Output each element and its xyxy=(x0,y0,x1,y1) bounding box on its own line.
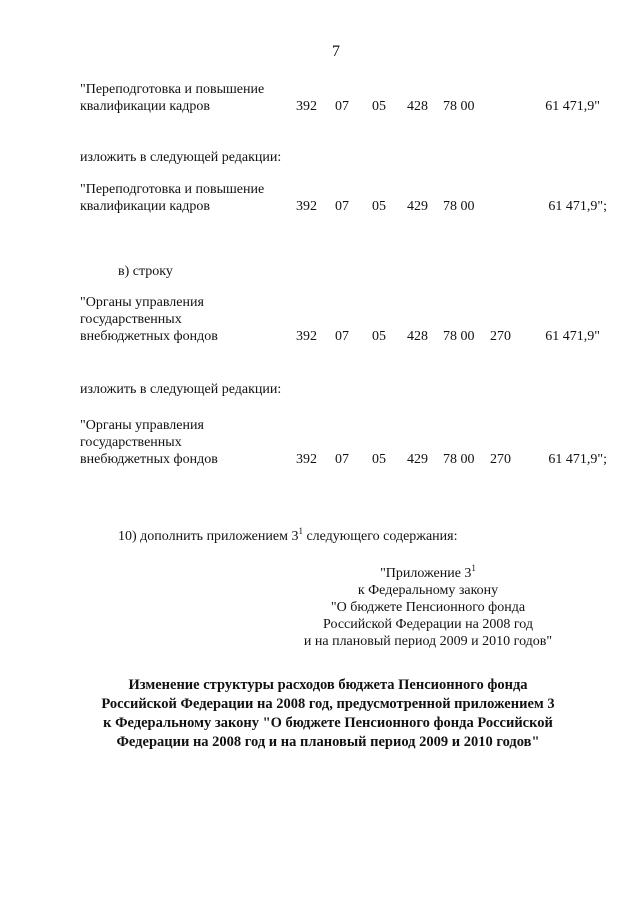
document-title xyxy=(80,676,576,752)
code-article-suffix: 78 00 xyxy=(443,452,475,467)
row-amount: 61 471,9"; xyxy=(548,199,607,214)
title-line: Изменение структуры расходов бюджета Пенсионного фонда xyxy=(128,677,528,693)
item-10-text xyxy=(118,528,458,545)
row-label-line: государственных xyxy=(80,312,182,327)
code-ministry: 392 xyxy=(296,329,317,344)
code-ministry: 392 xyxy=(296,99,317,114)
code-section: 07 xyxy=(335,329,349,344)
code-ministry: 392 xyxy=(296,199,317,214)
code-subsection: 05 xyxy=(372,99,386,114)
title-line: к Федеральному закону "О бюджете Пенсионного фонда Российской xyxy=(103,715,553,731)
code-subsection: 05 xyxy=(372,452,386,467)
page-number: 7 xyxy=(332,43,340,60)
row-label-line: "Переподготовка и повышение xyxy=(80,182,265,197)
superscript: 1 xyxy=(471,563,476,573)
row-label-line: внебюджетных фондов xyxy=(80,452,218,467)
code-article-suffix: 78 00 xyxy=(443,329,475,344)
code-section: 07 xyxy=(335,199,349,214)
appendix-title: "Приложение 3 xyxy=(380,566,472,581)
title-line: Российской Федерации на 2008 год, предусмотренной приложением 3 xyxy=(101,696,555,712)
appendix-line xyxy=(280,565,576,582)
appendix-line: Российской Федерации на 2008 год xyxy=(323,617,533,632)
code-subsection: 05 xyxy=(372,329,386,344)
row-amount: 61 471,9"; xyxy=(548,452,607,467)
code-section: 07 xyxy=(335,99,349,114)
title-line: Федерации на 2008 год и на плановый период 2009 и 2010 годов" xyxy=(116,734,540,750)
appendix-line: и на плановый период 2009 и 2010 годов" xyxy=(303,634,553,649)
row-label-line: "Органы управления xyxy=(80,418,204,433)
row-label-line: квалификации кадров xyxy=(80,99,210,114)
code-subsection: 05 xyxy=(372,199,386,214)
instruction-text: изложить в следующей редакции: xyxy=(80,382,282,397)
code-expense-type: 270 xyxy=(490,329,511,344)
code-target-article: 428 xyxy=(407,329,428,344)
item-10-after: следующего содержания: xyxy=(302,529,458,544)
instruction-text: изложить в следующей редакции: xyxy=(80,150,282,165)
row-amount: 61 471,9" xyxy=(545,329,600,344)
code-expense-type: 270 xyxy=(490,452,511,467)
row-label-line: "Органы управления xyxy=(80,295,204,310)
item-10-before: 10) дополнить приложением 3 xyxy=(118,529,299,544)
appendix-header xyxy=(280,565,576,650)
code-ministry: 392 xyxy=(296,452,317,467)
row-label-line: квалификации кадров xyxy=(80,199,210,214)
appendix-line: "О бюджете Пенсионного фонда xyxy=(330,600,526,615)
code-article-suffix: 78 00 xyxy=(443,99,475,114)
row-amount: 61 471,9" xyxy=(545,99,600,114)
code-article-suffix: 78 00 xyxy=(443,199,475,214)
row-label-line: "Переподготовка и повышение xyxy=(80,82,265,97)
appendix-line: к Федеральному закону xyxy=(357,583,499,598)
code-target-article: 429 xyxy=(407,199,428,214)
code-target-article: 428 xyxy=(407,99,428,114)
code-section: 07 xyxy=(335,452,349,467)
superscript: 1 xyxy=(298,526,303,536)
code-target-article: 429 xyxy=(407,452,428,467)
item-v-text: в) строку xyxy=(118,264,173,279)
row-label-line: внебюджетных фондов xyxy=(80,329,218,344)
row-label-line: государственных xyxy=(80,435,182,450)
